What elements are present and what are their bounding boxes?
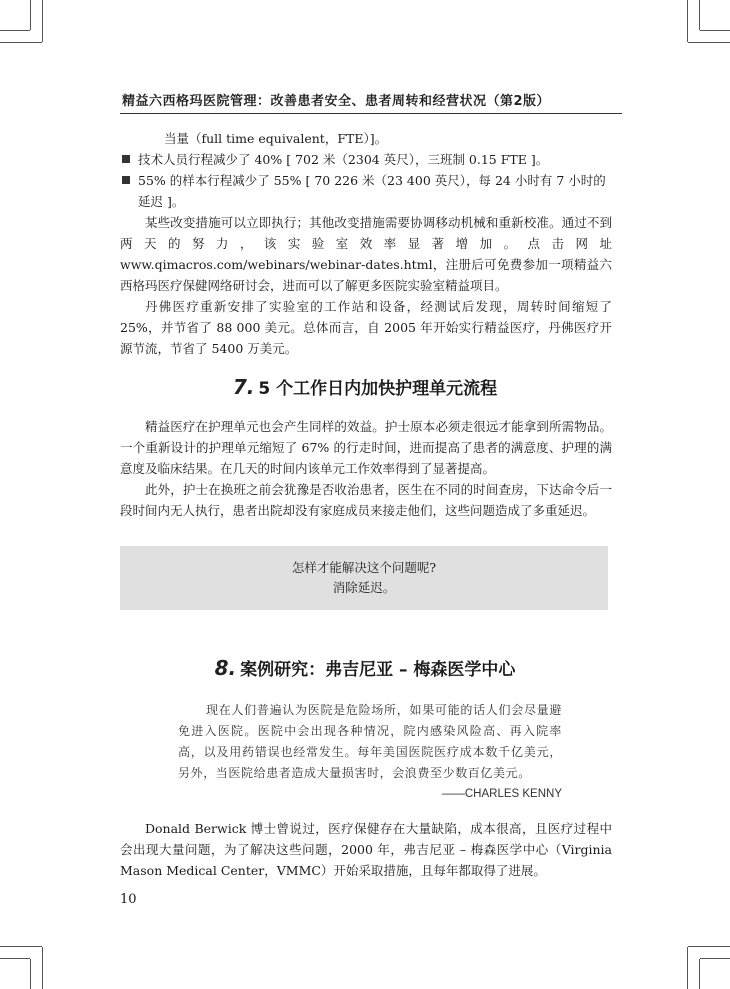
crop-mark bbox=[699, 0, 700, 30]
crop-mark bbox=[0, 30, 30, 31]
crop-mark bbox=[687, 947, 688, 989]
crop-mark bbox=[0, 946, 42, 947]
section-heading bbox=[0, 655, 730, 680]
crop-mark bbox=[42, 947, 43, 989]
crop-mark bbox=[30, 959, 31, 989]
crop-mark bbox=[688, 946, 730, 947]
callout-answer: 消除延迟。 bbox=[332, 580, 396, 595]
section-title-text: 5 个工作日内加快护理单元流程 bbox=[258, 379, 498, 399]
crop-mark bbox=[700, 958, 730, 959]
continuation-text: 当量（full time equivalent，FTE）]。 bbox=[164, 131, 388, 146]
epigraph-quote bbox=[178, 700, 562, 805]
crop-mark bbox=[700, 30, 730, 31]
crop-mark bbox=[0, 42, 42, 43]
body-paragraph: Donald Berwick 博士曾说过，医疗保健存在大量缺陷，成本很高，且医疗过程中会出现大量问题，为了解决这些问题，2000 年，弗吉尼亚 – 梅森医学中心（Virginia Mason Medical Center，VMMC）开始采取措施，且每年都取得了进展。 bbox=[120, 821, 612, 878]
quote-attribution: ——CHARLES KENNY bbox=[441, 788, 562, 800]
body-paragraph: 丹佛医疗重新安排了实验室的工作站和设备，经测试后发现，周转时间缩短了 25%，并节省了 88 000 美元。总体而言，自 2005 年开始实行精益医疗，丹佛医疗开源节流，节省了 5400 万美元。 bbox=[120, 299, 612, 356]
bullet-square-icon bbox=[122, 155, 130, 163]
quote-text: 现在人们普遍认为医院是危险场所，如果可能的话人们会尽量避免进入医院。医院中会出现各种情况，院内感染风险高、再入院率高，以及用药错误也经常发生。每年美国医院医疗成本数千亿美元，另外，当医院给患者造成大量损害时，会浪费至少数百亿美元。 bbox=[178, 703, 562, 780]
crop-mark bbox=[0, 958, 30, 959]
crop-mark bbox=[699, 959, 700, 989]
callout-question: 怎样才能解决这个问题呢? bbox=[291, 560, 437, 575]
callout-box bbox=[120, 546, 608, 610]
bullet-item bbox=[138, 170, 612, 212]
bullet-text: 技术人员行程减少了 40% [ 702 米（2304 英尺），三班制 0.15 FTE ]。 bbox=[138, 152, 549, 167]
bullet-text: 55% 的样本行程减少了 55% [ 70 226 米（23 400 英尺），每 24 小时有 7 小时的延迟 ]。 bbox=[138, 173, 606, 209]
crop-mark bbox=[687, 0, 688, 42]
section-heading bbox=[0, 374, 730, 399]
body-paragraph: 精益医疗在护理单元也会产生同样的效益。护士原本必须走很远才能拿到所需物品。一个重新设计的护理单元缩短了 67% 的行走时间，进而提高了患者的满意度、护理的满意度及临床结果。在几天的时间内该单元工作效率得到了显著提高。 bbox=[120, 419, 612, 476]
header-rule bbox=[120, 113, 622, 114]
running-header: 精益六西格玛医院管理：改善患者安全、患者周转和经营状况（第2版） bbox=[122, 94, 551, 109]
bullet-square-icon bbox=[122, 176, 130, 184]
crop-mark bbox=[688, 42, 730, 43]
bullet-item bbox=[138, 149, 612, 170]
page-number: 10 bbox=[120, 892, 137, 907]
crop-mark bbox=[42, 0, 43, 42]
section-title-text: 案例研究：弗吉尼亚 – 梅森医学中心 bbox=[240, 660, 516, 680]
body-paragraph: 某些改变措施可以立即执行；其他改变措施需要协调移动机械和重新校准。通过不到两天的努力，该实验室效率显著增加。点击网址 www.qimacros.com/webinars/webinar-dates.html，注册后可免费参加一项精益六西格玛医疗保健网络研讨会，进而可以了解更多医院实验室精益项目。 bbox=[120, 215, 612, 293]
section-number: 7. bbox=[232, 375, 255, 399]
crop-mark bbox=[30, 0, 31, 30]
section-number: 8. bbox=[214, 656, 237, 680]
body-paragraph: 此外，护士在换班之前会犹豫是否收治患者，医生在不同的时间查房，下达命令后一段时间内无人执行，患者出院却没有家庭成员来接走他们，这些问题造成了多重延迟。 bbox=[120, 482, 612, 518]
